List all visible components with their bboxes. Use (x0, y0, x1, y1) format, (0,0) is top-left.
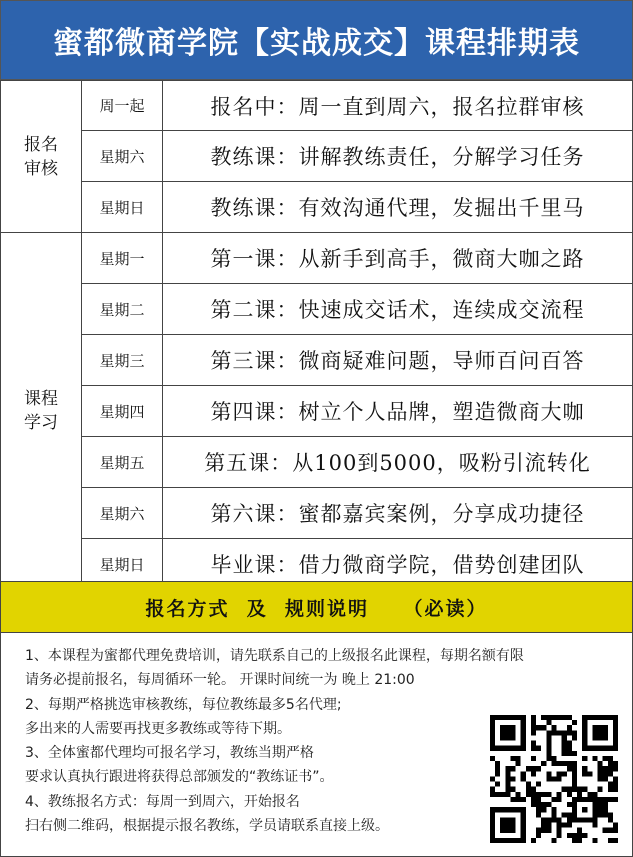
schedule-row (1, 131, 633, 182)
schedule-row (1, 182, 633, 233)
rule-line: 3、全体蜜都代理均可报名学习，教练当期严格 (25, 745, 314, 761)
schedule-row (1, 488, 633, 539)
title-bar (0, 0, 633, 80)
group-label-study (1, 233, 82, 590)
day-cell: 周一起 (82, 81, 163, 131)
rule-line: 请务必提前报名，每周循环一轮。 开课时间统一为 晚上 21:00 (25, 672, 415, 688)
day-cell: 星期五 (82, 437, 163, 488)
schedule-row (1, 233, 633, 284)
day-cell: 星期日 (82, 182, 163, 233)
rule-line: 要求认真执行跟进将获得总部颁发的“教练证书”。 (25, 769, 334, 785)
course-cell: 第二课：快速成交话术，连续成交流程 (163, 284, 633, 335)
day-cell: 星期一 (82, 233, 163, 284)
group-label-text: 课程 学习 (24, 389, 58, 433)
rules-header-text: 报名方式 及 规则说明 （必读） (145, 597, 488, 620)
day-cell: 星期六 (82, 488, 163, 539)
schedule-row (1, 81, 633, 131)
day-cell: 星期四 (82, 386, 163, 437)
group-label-text: 报名 审核 (24, 134, 58, 179)
rule-line: 扫右侧二维码，根据提示报名教练，学员请联系直接上级。 (25, 818, 389, 834)
course-cell: 第四课：树立个人品牌，塑造微商大咖 (163, 386, 633, 437)
course-cell: 第一课：从新手到高手，微商大咖之路 (163, 233, 633, 284)
qr-code-icon[interactable] (490, 715, 618, 843)
rule-line: 2、每期严格挑选审核教练，每位教练最多5名代理; (25, 697, 342, 713)
page-title: 蜜都微商学院【实战成交】课程排期表 (53, 26, 580, 61)
day-cell: 星期三 (82, 335, 163, 386)
rule-line: 4、教练报名方式：每周一到周六，开始报名 (25, 794, 300, 810)
course-cell: 第三课：微商疑难问题，导师百问百答 (163, 335, 633, 386)
day-cell: 星期日 (82, 539, 163, 590)
course-cell: 第五课：从100到5000，吸粉引流转化 (163, 437, 633, 488)
day-cell: 星期二 (82, 284, 163, 335)
schedule-row (1, 386, 633, 437)
rule-line: 1、本课程为蜜都代理免费培训，请先联系自己的上级报名此课程，每期名额有限 (25, 648, 524, 664)
schedule-row (1, 284, 633, 335)
rule-line: 多出来的人需要再找更多教练或等待下期。 (25, 721, 291, 737)
course-cell: 教练课：讲解教练责任，分解学习任务 (163, 131, 633, 182)
course-cell: 教练课：有效沟通代理，发掘出千里马 (163, 182, 633, 233)
rules-header (0, 581, 633, 633)
group-label-signup (1, 81, 82, 233)
day-cell: 星期六 (82, 131, 163, 182)
schedule-row (1, 437, 633, 488)
course-cell: 第六课：蜜都嘉宾案例，分享成功捷径 (163, 488, 633, 539)
course-cell: 报名中：周一直到周六，报名拉群审核 (163, 81, 633, 131)
course-cell: 毕业课：借力微商学院，借势创建团队 (163, 539, 633, 590)
schedule-table (0, 80, 633, 590)
schedule-row (1, 335, 633, 386)
